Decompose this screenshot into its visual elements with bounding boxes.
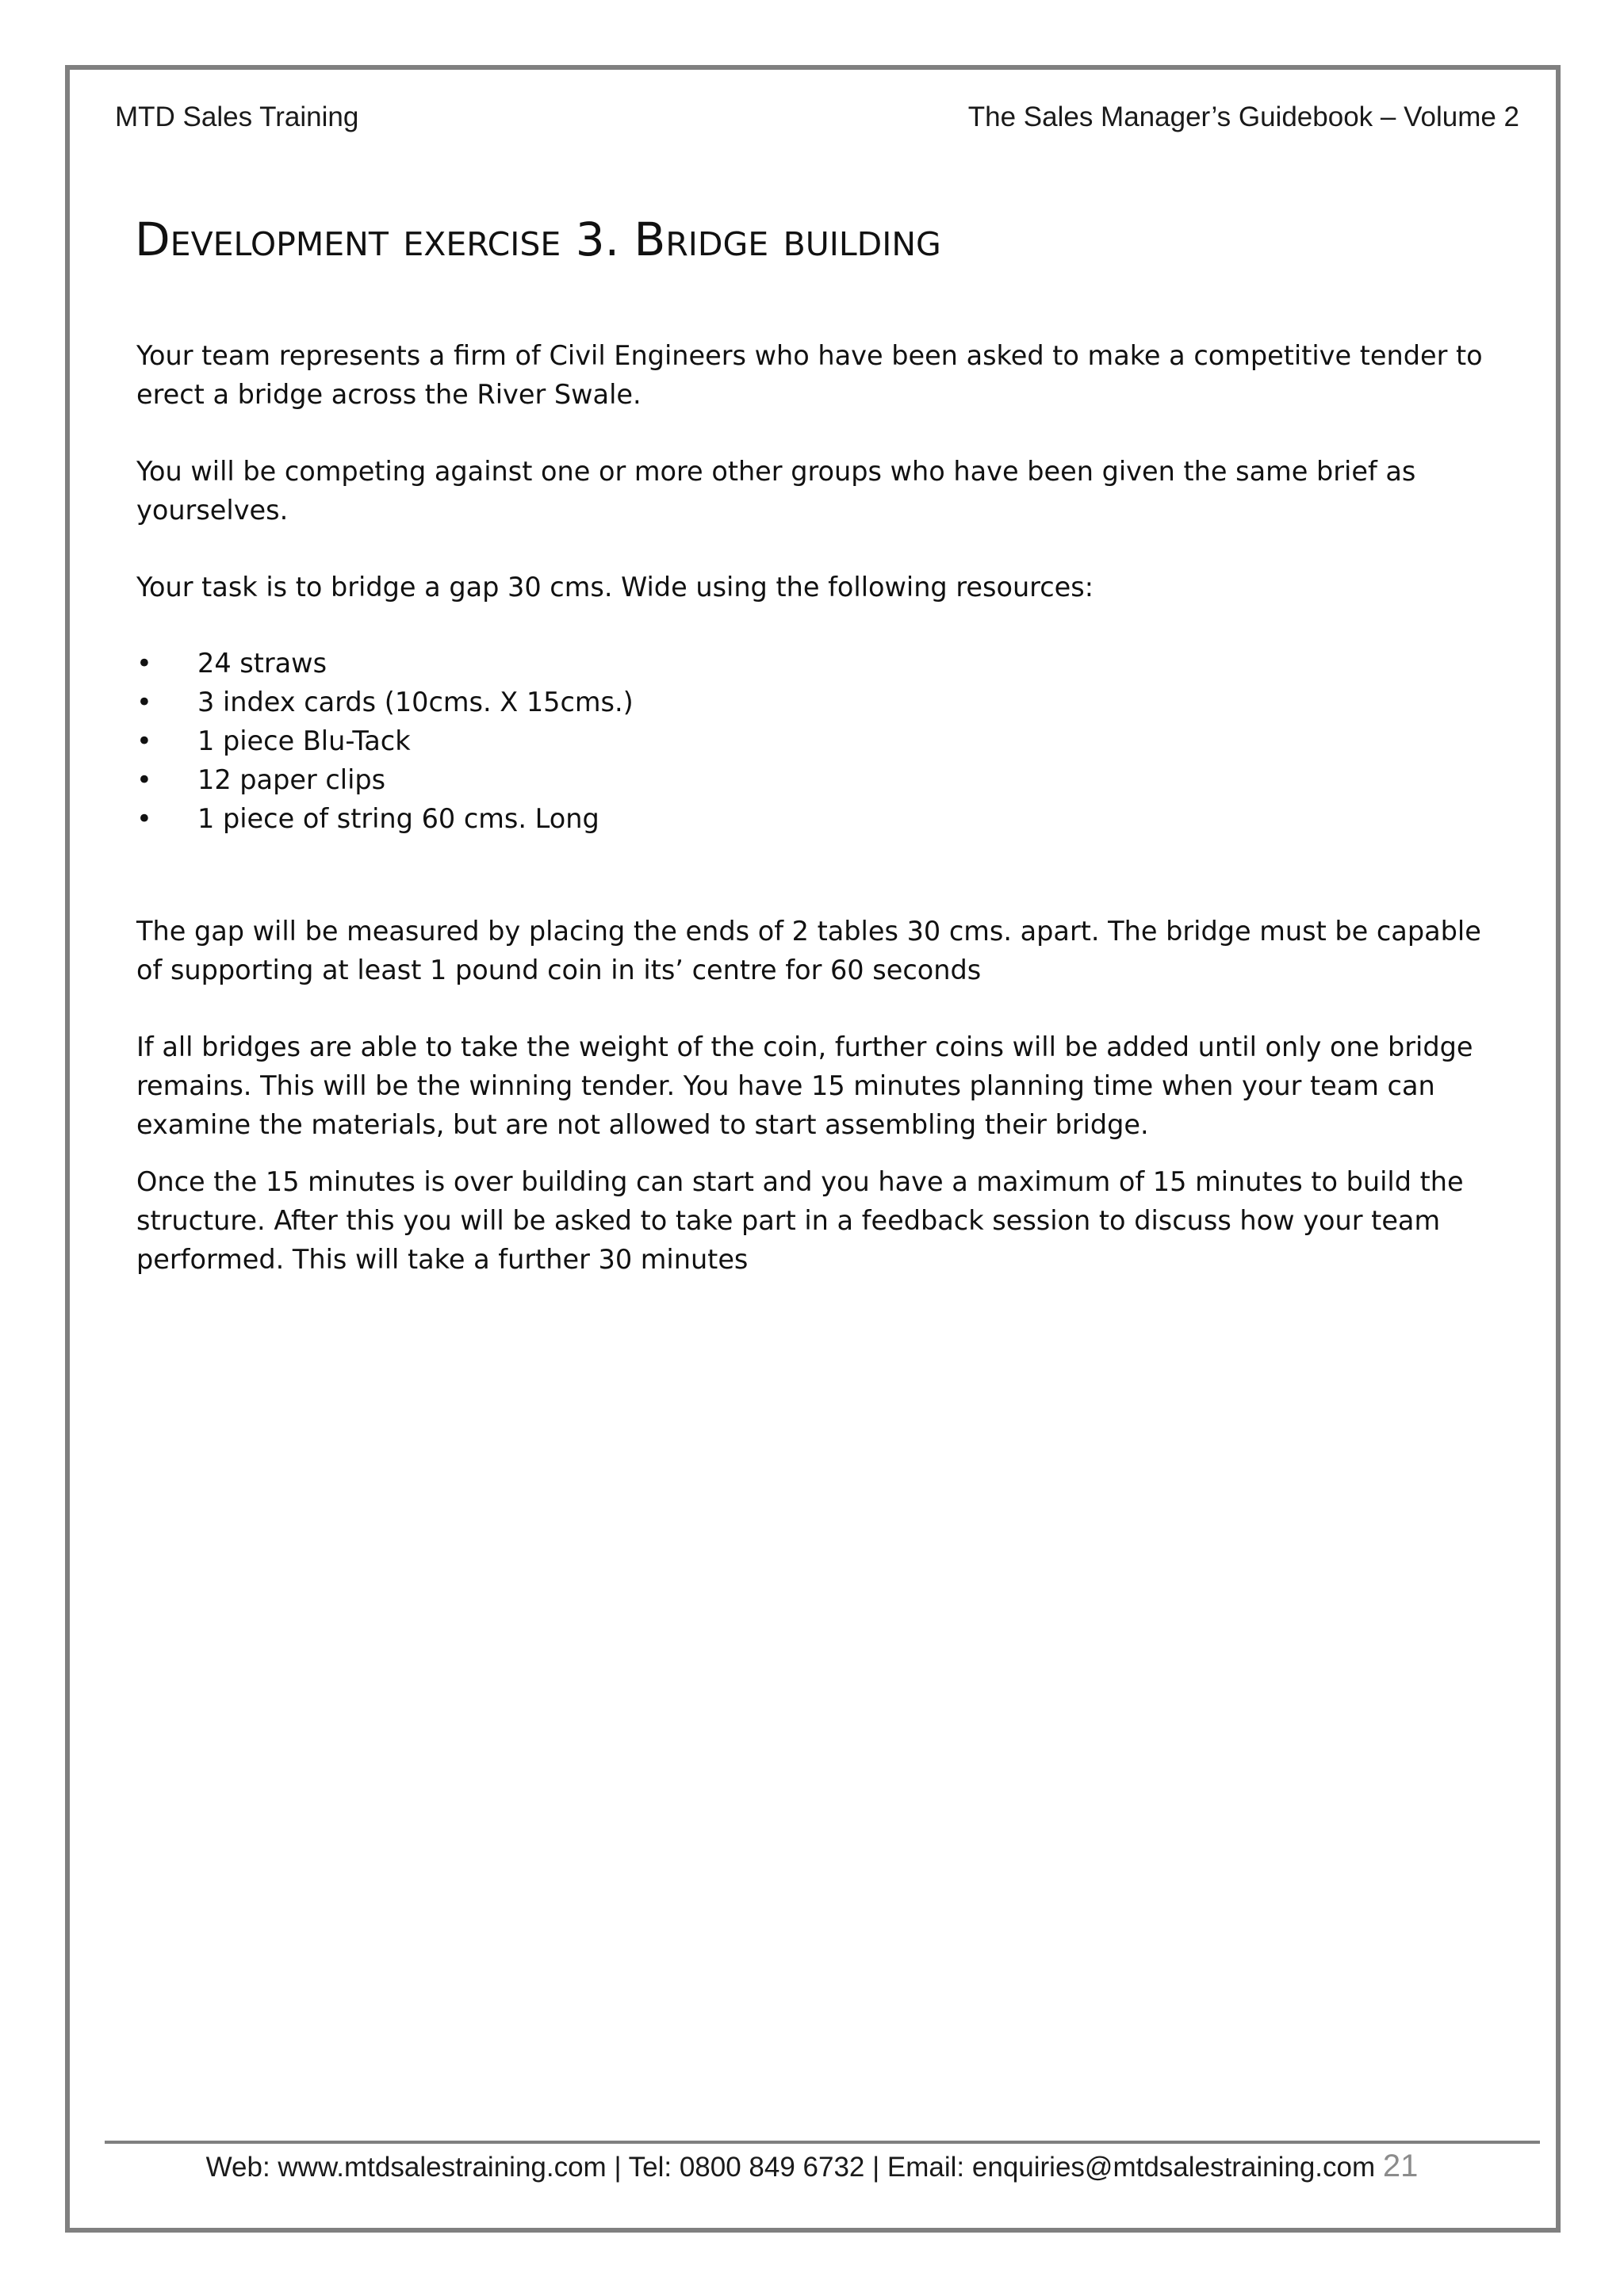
bullet-icon: • (136, 687, 152, 718)
paragraph-task: Your task is to bridge a gap 30 cms. Wide using the following resources: (136, 572, 1094, 603)
bullet-icon: • (136, 648, 152, 679)
page-number: 21 (1382, 2149, 1419, 2183)
list-item (136, 760, 634, 799)
list-item (136, 799, 634, 838)
paragraph-measurement: The gap will be measured by placing the ends of 2 tables 30 cms. apart. The bridge must be capable of supporting at least 1 pound coin in its’ centre for 60 seconds (136, 916, 1481, 985)
list-item (136, 683, 634, 721)
bullet-icon: • (136, 725, 152, 756)
paragraph-winning: If all bridges are able to take the weight of the coin, further coins will be added until only one bridge remains. This will be the winning tender. You have 15 minutes planning time when your team can examine the materials, but are not allowed to start assembling their bridge. (136, 1031, 1473, 1140)
page-title: Development exercise 3. Bridge building (135, 212, 941, 266)
footer (0, 2149, 1624, 2184)
paragraph-intro: Your team represents a firm of Civil Engineers who have been asked to make a competitive tender to erect a bridge across the River Swale. (136, 340, 1483, 410)
list-item-text: 24 straws (197, 648, 327, 679)
list-item-text: 3 index cards (10cms. X 15cms.) (197, 687, 634, 718)
footer-divider (105, 2141, 1540, 2144)
list-item (136, 644, 634, 683)
list-item-text: 12 paper clips (197, 764, 386, 795)
paragraph-timing: Once the 15 minutes is over building can start and you have a maximum of 15 minutes to build the structure. After this you will be asked to take part in a feedback session to discuss how your team performed. This will take a further 30 minutes (136, 1166, 1464, 1275)
header-book-title: The Sales Manager’s Guidebook – Volume 2 (967, 101, 1519, 132)
list-item (136, 721, 634, 760)
list-item-text: 1 piece Blu-Tack (197, 725, 411, 756)
bullet-icon: • (136, 803, 152, 834)
list-item-text: 1 piece of string 60 cms. Long (197, 803, 599, 834)
footer-contact: Web: www.mtdsalestraining.com | Tel: 0800 849 6732 | Email: enquiries@mtdsalestraining.com (205, 2152, 1376, 2183)
bullet-icon: • (136, 764, 152, 795)
paragraph-competition: You will be competing against one or more other groups who have been given the same brief as yourselves. (136, 456, 1416, 526)
resources-list (136, 644, 634, 838)
header-company: MTD Sales Training (115, 101, 359, 132)
